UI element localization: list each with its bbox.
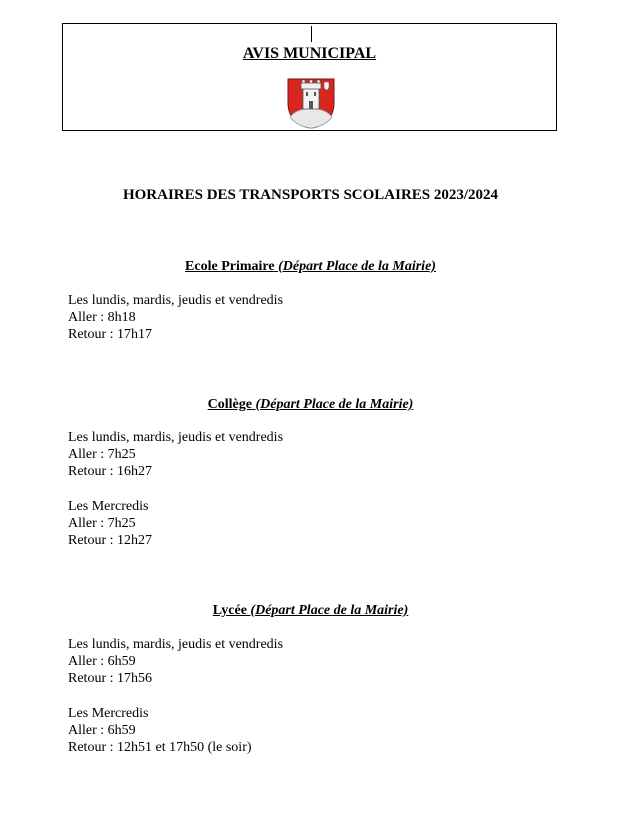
schedule-aller: Aller : 8h18 <box>68 310 136 325</box>
page-title: HORAIRES DES TRANSPORTS SCOLAIRES 2023/2024 <box>122 187 499 203</box>
schedule-block <box>68 498 152 549</box>
schedule-retour: Retour : 12h27 <box>68 533 152 548</box>
schedule-aller: Aller : 6h59 <box>68 723 136 738</box>
notice-title: AVIS MUNICIPAL <box>242 45 377 62</box>
schedule-block <box>68 636 283 687</box>
header-box <box>62 23 557 131</box>
section-departure: (Départ Place de la Mairie) <box>278 259 436 274</box>
schedule-retour: Retour : 17h56 <box>68 671 152 686</box>
schedule-aller: Aller : 7h25 <box>68 447 136 462</box>
schedule-days: Les Mercredis <box>68 499 149 514</box>
section-heading-ecole-primaire <box>0 258 621 275</box>
header-divider <box>311 26 312 42</box>
section-departure: (Départ Place de la Mairie) <box>255 397 414 412</box>
section-heading-college <box>0 396 621 413</box>
section-heading-lycee <box>0 602 621 619</box>
schedule-days: Les Mercredis <box>68 706 149 721</box>
section-name: Ecole Primaire <box>185 259 275 274</box>
schedule-block <box>68 429 283 480</box>
schedule-retour: Retour : 12h51 et 17h50 (le soir) <box>68 740 252 755</box>
schedule-block <box>68 292 283 343</box>
schedule-retour: Retour : 16h27 <box>68 464 152 479</box>
schedule-days: Les lundis, mardis, jeudis et vendredis <box>68 430 284 445</box>
schedule-days: Les lundis, mardis, jeudis et vendredis <box>68 293 284 308</box>
schedule-days: Les lundis, mardis, jeudis et vendredis <box>68 637 284 652</box>
schedule-aller: Aller : 7h25 <box>68 516 136 531</box>
schedule-aller: Aller : 6h59 <box>68 654 136 669</box>
schedule-block <box>68 705 252 756</box>
section-name: Lycée <box>212 603 247 618</box>
section-name: Collège <box>207 397 252 412</box>
section-departure: (Départ Place de la Mairie) <box>250 603 409 618</box>
schedule-retour: Retour : 17h17 <box>68 327 152 342</box>
coat-of-arms-icon <box>286 77 336 129</box>
